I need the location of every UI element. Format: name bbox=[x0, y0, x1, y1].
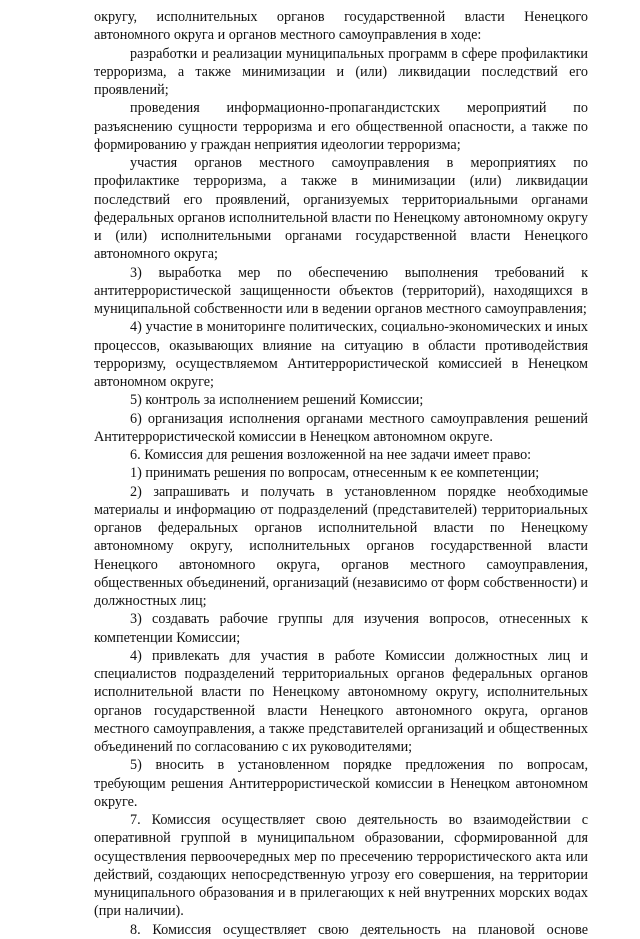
paragraph: 4) привлекать для участия в работе Комиссии должностных лиц и специалистов подразделений территориальных органов федеральных органов исполнительной власти по Ненецкому автономному округу, исполнительных органов государственной власти Ненецкого автономного округа, органов местного самоуправления, а также представителей организаций и общественных объединений по согласованию с их руководителями; bbox=[94, 647, 588, 755]
paragraph: 8. Комиссия осуществляет свою деятельность на плановой основе bbox=[130, 921, 588, 938]
paragraph: 1) принимать решения по вопросам, отнесенным к ее компетенции; bbox=[130, 465, 540, 482]
paragraph: 5) контроль за исполнением решений Комиссии; bbox=[130, 392, 424, 409]
paragraph: 6. Комиссия для решения возложенной на нее задачи имеет право: bbox=[130, 447, 532, 463]
document-page bbox=[94, 8, 588, 939]
paragraph: 5) вносить в установленном порядке предложения по вопросам, требующим решения Антитеррористической комиссии в Ненецком автономном округе. bbox=[94, 757, 588, 810]
paragraph: 7. Комиссия осуществляет свою деятельность во взаимодействии с оперативной группой в муниципальном образовании, сформированной для осуществления первоочередных мер по пресечению террористического акта или действий, создающих непосредственную угрозу его совершения, на территории муниципального образования и в прилегающих к ней внутренних морских водах (при наличии). bbox=[94, 812, 588, 920]
paragraph: 6) организация исполнения органами местного самоуправления решений Антитеррористической комиссии в Ненецком автономном округе. bbox=[94, 410, 588, 445]
paragraph: разработки и реализации муниципальных программ в сфере профилактики терроризма, а также минимизации и (или) ликвидации последствий его проявлений; bbox=[94, 45, 588, 98]
paragraph: 3) выработка мер по обеспечению выполнения требований к антитеррористической защищенности объектов (территорий), находящихся в муниципальной собственности или в ведении органов местного самоуправления; bbox=[94, 264, 588, 317]
paragraph: 2) запрашивать и получать в установленном порядке необходимые материалы и информацию от подразделений (представителей) территориальных органов федеральных органов исполнительной власти по Ненецкому автономному округу, исполнительных органов государственной власти Ненецкого автономного округа, органов местного самоуправления, общественных объединений, организаций (независимо от форм собственности) и должностных лиц; bbox=[94, 483, 588, 609]
paragraph: 3) создавать рабочие группы для изучения вопросов, отнесенных к компетенции Комиссии; bbox=[94, 611, 588, 646]
paragraph: участия органов местного самоуправления в мероприятиях по профилактике терроризма, а также в минимизации (или) ликвидации последствий его проявлений, организуемых территориальными органами федеральных органов исполнительной власти по Ненецкому автономному округу и (или) исполнительными органами государственной власти Ненецкого автономного округа; bbox=[94, 155, 588, 263]
paragraph: округу, исполнительных органов государственной власти Ненецкого автономного округа и органов местного самоуправления в ходе: bbox=[94, 9, 588, 44]
paragraph: 4) участие в мониторинге политических, социально-экономических и иных процессов, оказывающих влияние на ситуацию в области противодействия терроризму, осуществляемом Антитеррористической комиссией в Ненецком автономном округе; bbox=[94, 319, 588, 390]
paragraph: проведения информационно-пропагандистских мероприятий по разъяснению сущности терроризма и его общественной опасности, а также по формированию у граждан неприятия идеологии терроризма; bbox=[94, 100, 588, 153]
